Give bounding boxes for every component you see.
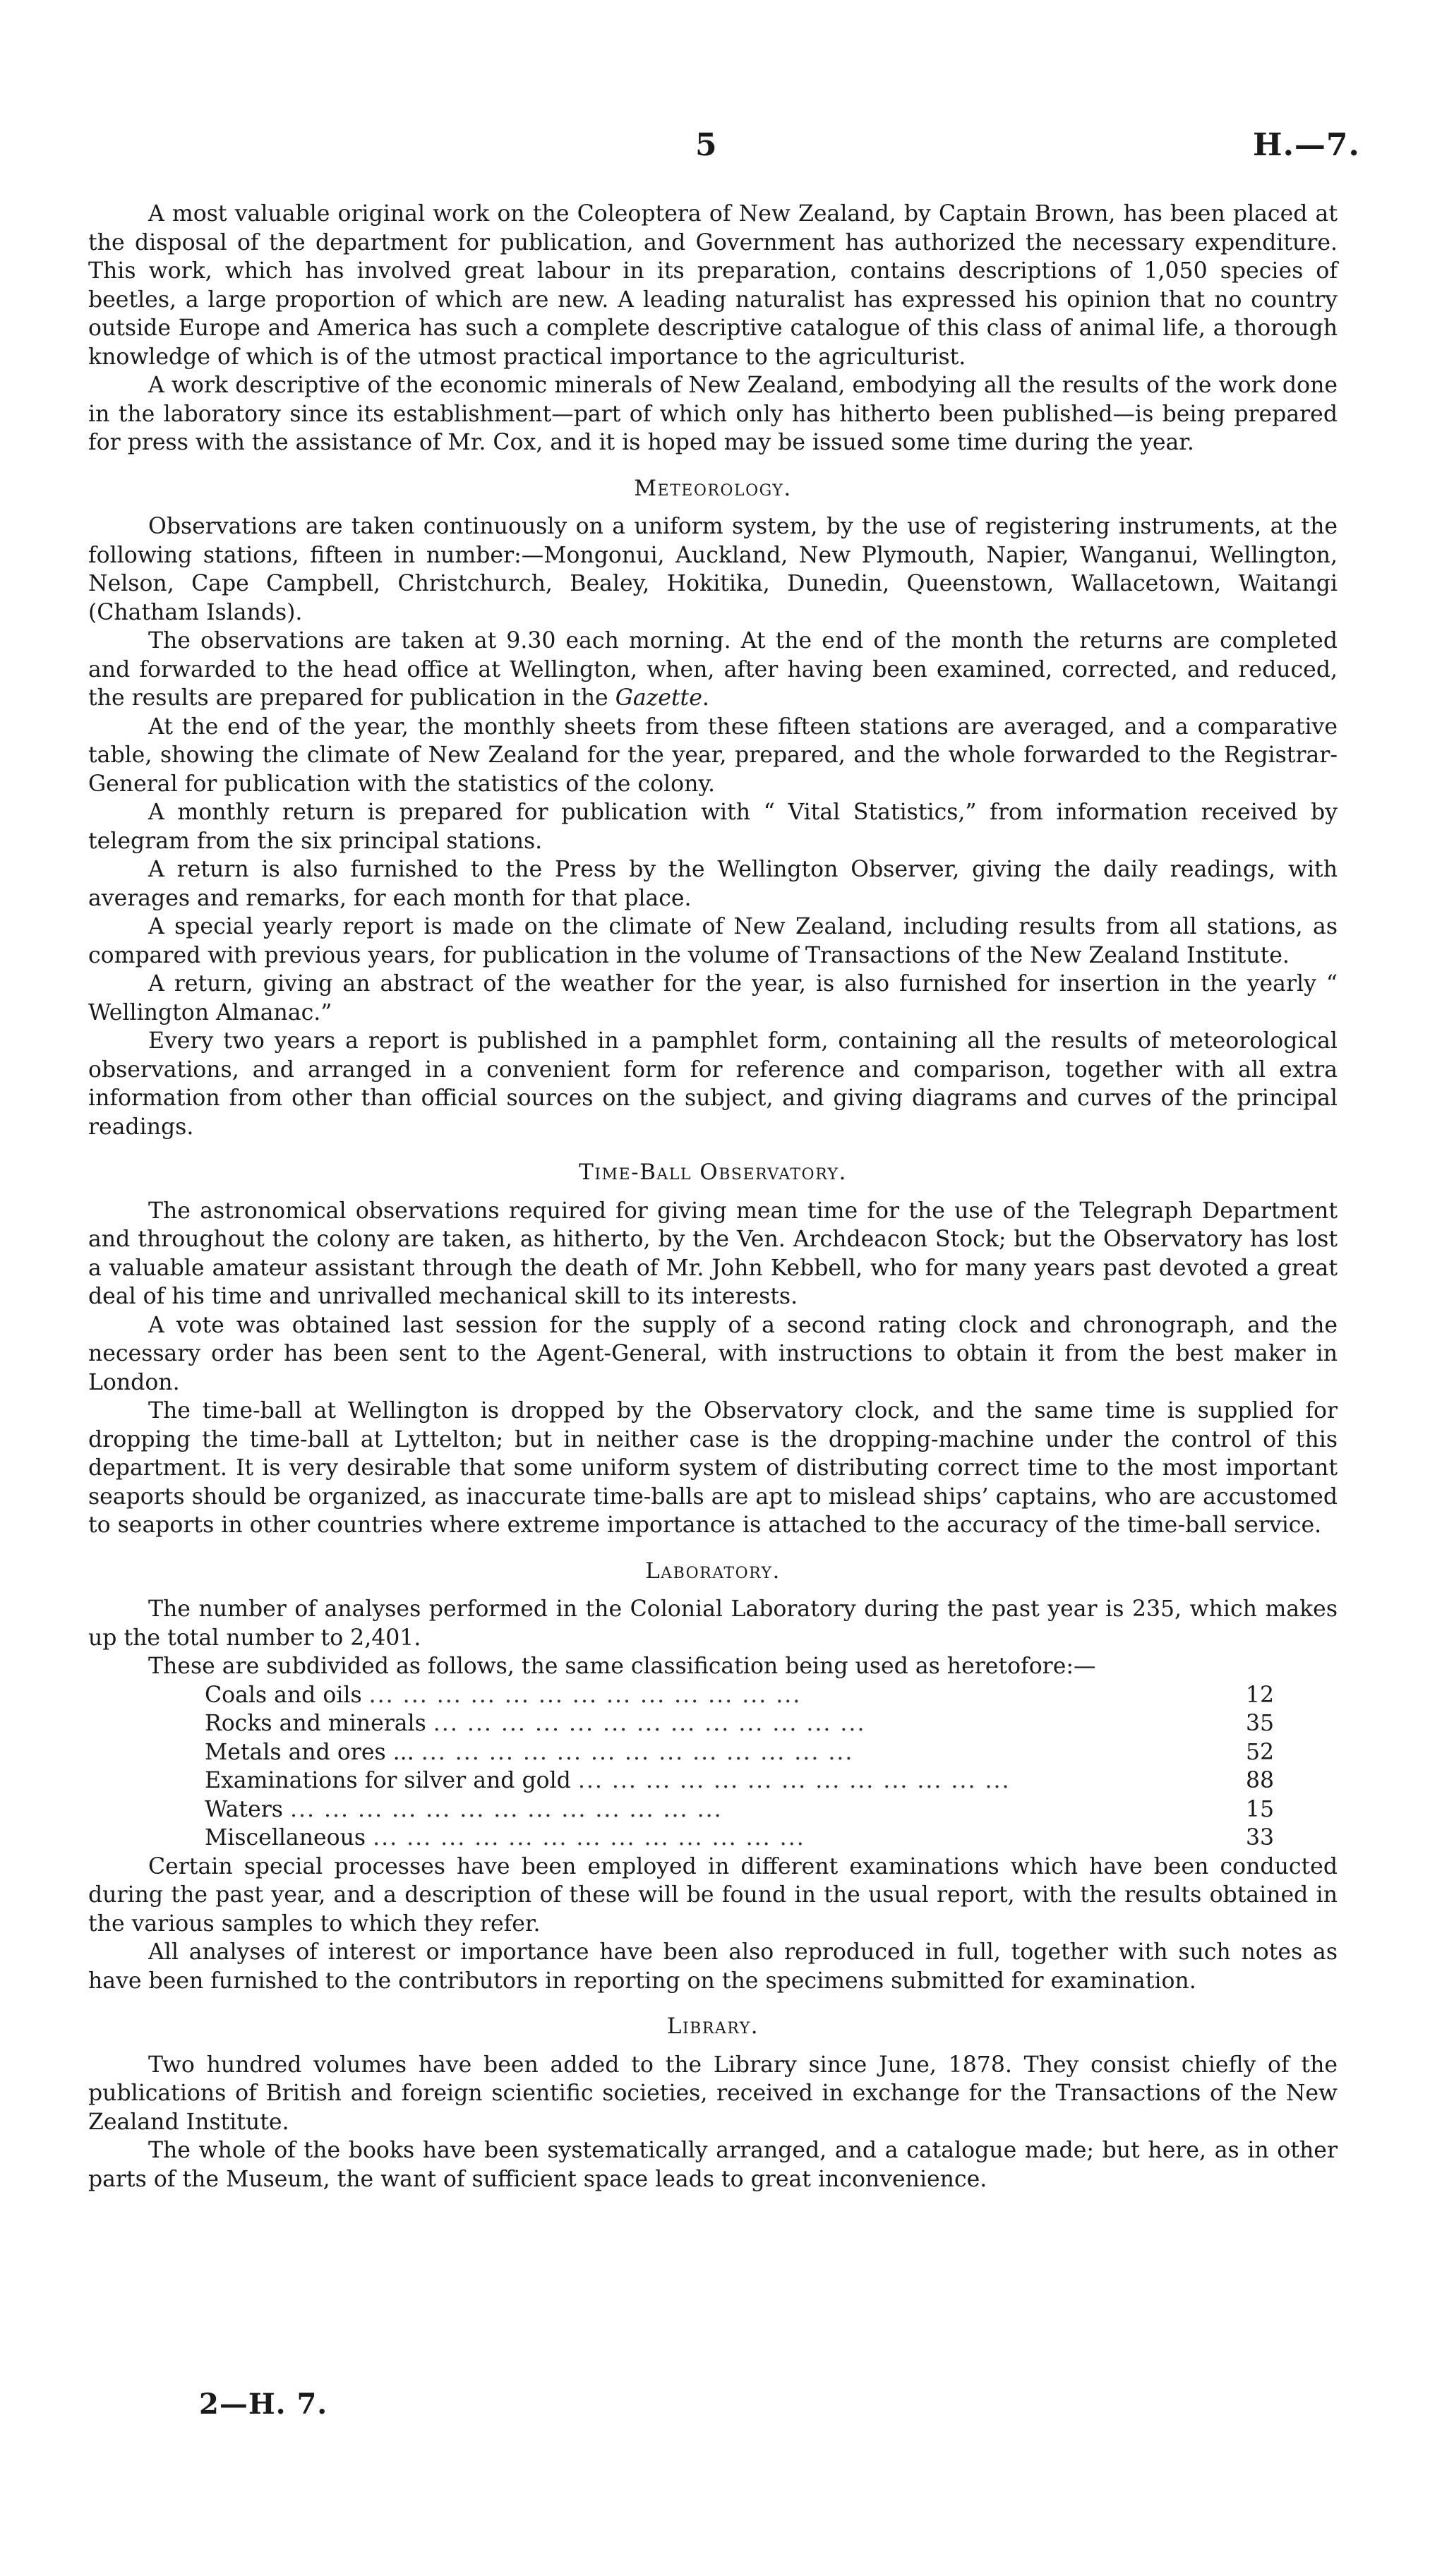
paragraph: A work descriptive of the economic minerals of New Zealand, embodying all the results of the work done in the laboratory since its establishment—part of which only has hitherto been published—is being prepared for press with the assistance of Mr. Cox, and it is hoped may be issued some time during the year. bbox=[88, 373, 1338, 455]
paragraph: Certain special processes have been employed in different examinations which have been conducted during the past year, and a description of these will be found in the usual report, with the results obtained in the various samples to which they refer. bbox=[88, 1853, 1338, 1937]
table-row bbox=[205, 1767, 1313, 1795]
leader-dots: ... ... ... ... ... ... ... ... ... ... ... ... ... bbox=[368, 1682, 802, 1708]
row-label: Rocks and minerals bbox=[205, 1711, 426, 1736]
row-label: Examinations for silver and gold bbox=[205, 1768, 571, 1793]
signature-code: 2—H. 7. bbox=[199, 2388, 328, 2421]
section-heading-library: Library. bbox=[666, 2014, 759, 2039]
section-heading-time-ball-observatory: Time-Ball Observatory. bbox=[579, 1160, 847, 1185]
paragraph-text: The observations are taken at 9.30 each morning. At the end of the month the returns are completed and forwarded to the head office at Wellington, when, after having been examined, corrected, and reduced, the results are prepared for publication in the bbox=[88, 628, 1338, 711]
table-row bbox=[205, 1824, 1313, 1853]
paragraph: The whole of the books have been systematically arranged, and a catalogue made; but here, as in other parts of the Museum, the want of sufficient space leads to great inconvenience. bbox=[88, 2138, 1338, 2192]
document-code: H.—7. bbox=[1253, 127, 1360, 163]
row-value: 12 bbox=[1246, 1682, 1275, 1708]
leader-dots: ... ... ... ... ... ... ... ... ... ... ... ... ... bbox=[577, 1768, 1011, 1793]
paragraph: These are subdivided as follows, the same classification being used as heretofore:— bbox=[148, 1654, 1096, 1679]
paragraph: The number of analyses performed in the Colonial Laboratory during the past year is 235, which makes up the total number to 2,401. bbox=[88, 1596, 1338, 1651]
leader-dots: ... ... ... ... ... ... ... ... ... ... ... ... ... bbox=[433, 1711, 866, 1736]
paragraph: The time-ball at Wellington is dropped by the Observatory clock, and the same time is supplied for dropping the time-ball at Lyttelton; but in neither case is the dropping-machine under the control of this department. It is very desirable that some uniform system of distributing correct time to the most important seaports should be organized, as inaccurate time-balls are apt to mislead ships’ captains, who are accustomed to seaports in other countries where extreme importance is attached to the accuracy of the time-ball service. bbox=[88, 1398, 1338, 1538]
paragraph: Two hundred volumes have been added to the Library since June, 1878. They consist chiefly of the publications of British and foreign scientific societies, received in exchange for the Transactions of the New Zealand Institute. bbox=[88, 2052, 1338, 2135]
paragraph: A most valuable original work on the Coleoptera of New Zealand, by Captain Brown, has been placed at the disposal of the department for publication, and Government has authorized the necessary expenditure. This work, which has involved great labour in its preparation, contains descriptions of 1,050 species of beetles, a large proportion of which are new. A leading naturalist has expressed his opinion that no country outside Europe and America has such a complete descriptive catalogue of this class of animal life, a thorough knowledge of which is of the utmost practical importance to the agriculturist. bbox=[88, 201, 1338, 370]
leader-dots: ... ... ... ... ... ... ... ... ... ... ... ... ... bbox=[373, 1825, 805, 1850]
paragraph: At the end of the year, the monthly sheets from these fifteen stations are averaged, and a comparative table, showing the climate of New Zealand for the year, prepared, and the whole forwarded to the Registrar-General for publication with the statistics of the colony. bbox=[88, 714, 1338, 797]
row-value: 88 bbox=[1246, 1768, 1275, 1793]
table-row bbox=[205, 1681, 1313, 1710]
gazette-italic: Gazette bbox=[615, 685, 702, 711]
paragraph: A return is also furnished to the Press by the Wellington Observer, giving the daily readings, with averages and remarks, for each month for that place. bbox=[88, 857, 1338, 911]
row-value: 33 bbox=[1246, 1825, 1275, 1850]
paragraph: A vote was obtained last session for the supply of a second rating clock and chronograph, and the necessary order has been sent to the Agent-General, with instructions to obtain it from the best maker in London. bbox=[88, 1312, 1338, 1395]
row-label: Coals and oils bbox=[205, 1682, 362, 1708]
paragraph: Every two years a report is published in a pamphlet form, containing all the results of meteorological observations, and arranged in a convenient form for reference and comparison, together with all extra information from other than official sources on the subject, and giving diagrams and curves of the principal readings. bbox=[88, 1028, 1338, 1140]
paragraph: A return, giving an abstract of the weather for the year, is also furnished for insertion in the yearly “ Wellington Almanac.” bbox=[88, 971, 1338, 1025]
paragraph: The astronomical observations required for giving mean time for the use of the Telegraph Department and throughout the colony are taken, as hitherto, by the Ven. Archdeacon Stock; but the Observatory has lost a valuable amateur assistant through the death of Mr. John Kebbell, who for many years past devoted a great deal of his time and unrivalled mechanical skill to its interests. bbox=[88, 1198, 1338, 1309]
section-heading-meteorology: Meteorology. bbox=[634, 475, 792, 501]
row-label: Metals and ores ... bbox=[205, 1739, 414, 1765]
page-number: 5 bbox=[695, 127, 717, 163]
paragraph: A monthly return is prepared for publication with “ Vital Statistics,” from information received by telegram from the six principal stations. bbox=[88, 800, 1338, 854]
paragraph-text: . bbox=[702, 685, 709, 711]
row-value: 52 bbox=[1246, 1739, 1275, 1765]
paragraph: All analyses of interest or importance have been also reproduced in full, together with such notes as have been furnished to the contributors in reporting on the specimens submitted for examination. bbox=[88, 1939, 1338, 1994]
row-value: 35 bbox=[1246, 1711, 1275, 1736]
document-body bbox=[88, 200, 1338, 2193]
table-row bbox=[205, 1738, 1313, 1767]
paragraph bbox=[88, 627, 1338, 713]
table-row bbox=[205, 1795, 1313, 1824]
row-label: Waters bbox=[205, 1796, 283, 1822]
table-row bbox=[205, 1709, 1313, 1738]
leader-dots: ... ... ... ... ... ... ... ... ... ... ... ... ... bbox=[289, 1796, 723, 1822]
row-value: 15 bbox=[1246, 1796, 1275, 1822]
row-label: Miscellaneous bbox=[205, 1825, 366, 1850]
paragraph: Observations are taken continuously on a uniform system, by the use of registering instruments, at the following stations, fifteen in number:—Mongonui, Auckland, New Plymouth, Napier, Wanganui, Wellington, Nelson, Cape Campbell, Christchurch, Bealey, Hokitika, Dunedin, Queenstown, Wallacetown, Waitangi (Chatham Islands). bbox=[88, 514, 1338, 625]
section-heading-laboratory: Laboratory. bbox=[645, 1558, 781, 1584]
paragraph: A special yearly report is made on the climate of New Zealand, including results from all stations, as compared with previous years, for publication in the volume of Transactions of the New Zealand Institute. bbox=[88, 914, 1338, 968]
analyses-table bbox=[205, 1681, 1313, 1853]
leader-dots: ... ... ... ... ... ... ... ... ... ... ... ... ... bbox=[421, 1739, 854, 1765]
